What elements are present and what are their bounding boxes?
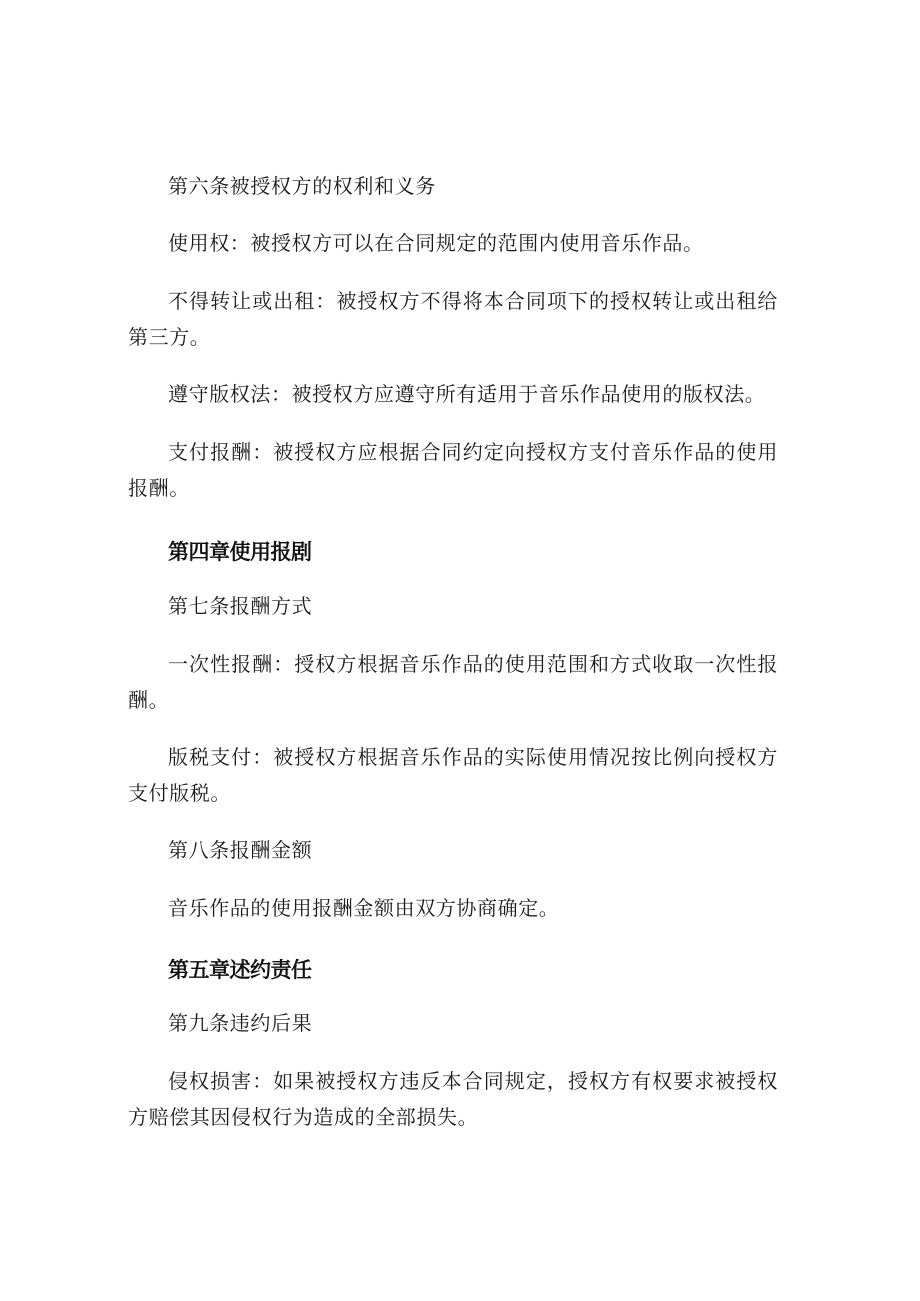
paragraph-usage-right: 使用权：被授权方可以在合同规定的范围内使用音乐作品。 (168, 231, 704, 255)
article-6-title: 第六条被授权方的权利和义务 (168, 174, 436, 198)
paragraph-royalty: 版税支付：被授权方根据音乐作品的实际使用情况按比例向授权方支付版税。 (128, 745, 778, 805)
article-8-title: 第八条报酬金额 (168, 838, 313, 862)
paragraph-no-transfer: 不得转让或出租：被授权方不得将本合同项下的授权转让或出租给第三方。 (128, 289, 778, 349)
paragraph-infringement: 侵权损害：如果被授权方违反本合同规定，授权方有权要求被授权方赔偿其因侵权行为造成的全部损失。 (128, 1069, 778, 1129)
chapter-5-heading: 第五章述约责任 (168, 958, 312, 982)
article-7-title: 第七条报酬方式 (168, 594, 313, 618)
chapter-4-heading: 第四章使用报剧 (168, 540, 312, 564)
paragraph-one-time-fee: 一次性报酬：授权方根据音乐作品的使用范围和方式收取一次性报酬。 (128, 652, 778, 712)
paragraph-payment: 支付报酬：被授权方应根据合同约定向授权方支付音乐作品的使用报酬。 (128, 440, 778, 500)
paragraph-copyright-law: 遵守版权法：被授权方应遵守所有适用于音乐作品使用的版权法。 (168, 382, 766, 406)
article-9-title: 第九条违约后果 (168, 1011, 313, 1035)
paragraph-fee-amount: 音乐作品的使用报酬金额由双方协商确定。 (168, 896, 560, 920)
